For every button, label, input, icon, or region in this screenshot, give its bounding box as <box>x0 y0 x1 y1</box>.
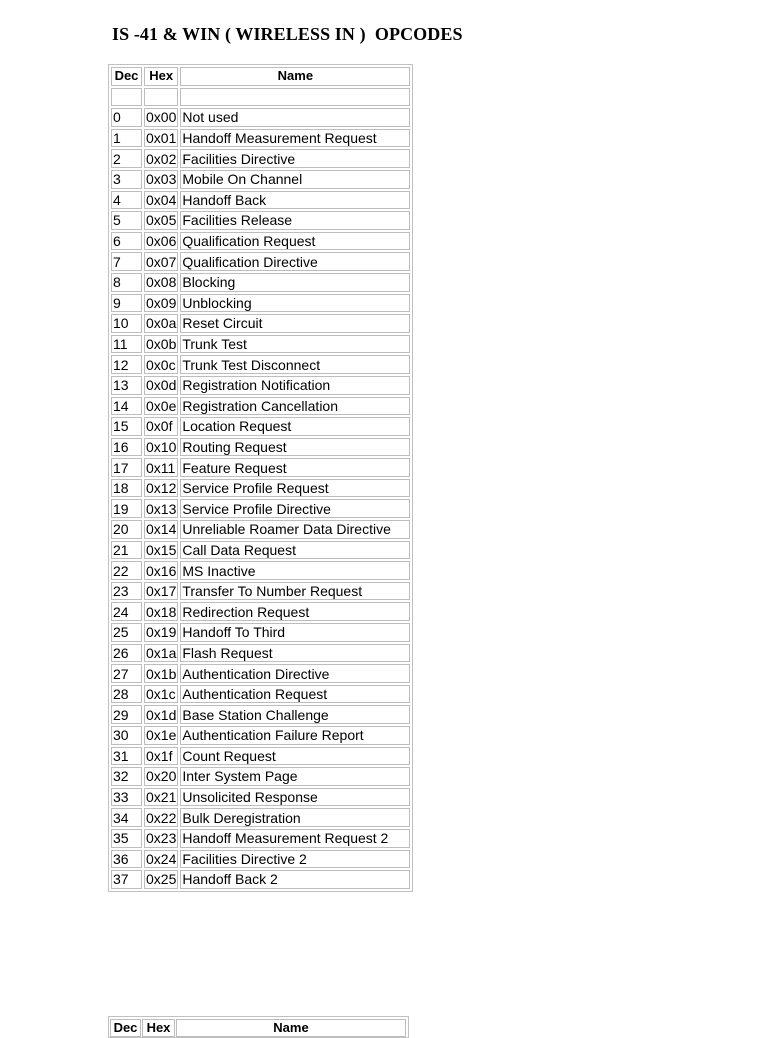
hex-cell: 0x13 <box>146 500 177 517</box>
next-table-partial <box>108 1016 409 1038</box>
hex-cell: 0x15 <box>146 541 177 558</box>
name-cell: Feature Request <box>180 458 410 477</box>
table-row <box>111 499 410 518</box>
table-row <box>111 335 410 354</box>
dec-cell: 21 <box>111 541 142 560</box>
hex-cell: 0x17 <box>146 583 177 600</box>
name-cell: Unreliable Roamer Data Directive <box>180 520 410 539</box>
name-cell: Unblocking <box>180 294 410 313</box>
name-cell: Authentication Failure Report <box>180 726 410 745</box>
name-cell: Handoff To Third <box>180 623 410 642</box>
dec-cell: 17 <box>111 458 142 477</box>
table-row <box>111 376 410 395</box>
name-cell: Reset Circuit <box>180 314 410 333</box>
table-row <box>111 561 410 580</box>
dec-cell: 32 <box>111 767 142 786</box>
hex-cell: 0x25 <box>146 871 177 888</box>
dec-cell: 20 <box>111 520 142 539</box>
dec-cell: 28 <box>111 685 142 704</box>
hex-cell: 0x09 <box>146 294 177 311</box>
name-cell: Transfer To Number Request <box>180 582 410 601</box>
table-row <box>111 129 410 148</box>
column-header-dec: Dec <box>111 67 142 86</box>
hex-cell: 0x0c <box>144 355 178 374</box>
table-row <box>111 149 410 168</box>
name-cell: Count Request <box>180 747 410 766</box>
column-header-name: Name <box>176 1019 406 1037</box>
dec-cell: 19 <box>111 499 142 518</box>
table-row <box>111 520 410 539</box>
hex-cell: 0x00 <box>146 109 177 126</box>
dec-cell: 2 <box>111 149 142 168</box>
name-cell: Unsolicited Response <box>180 788 410 807</box>
dec-cell: 6 <box>111 232 142 251</box>
table-row <box>111 582 410 601</box>
dec-cell: 11 <box>111 335 142 354</box>
hex-cell: 0x12 <box>146 480 177 497</box>
hex-cell: 0x01 <box>146 130 177 147</box>
table-row <box>111 870 410 889</box>
hex-cell: 0x24 <box>146 850 177 867</box>
name-cell: Authentication Request <box>180 685 410 704</box>
dec-cell: 16 <box>111 438 142 457</box>
table-row <box>111 88 410 107</box>
dec-cell: 3 <box>111 170 142 189</box>
page-title: IS -41 & WIN ( WIRELESS IN ) OPCODES <box>112 24 463 44</box>
hex-cell: 0x08 <box>146 274 177 291</box>
table-row <box>111 788 410 807</box>
hex-cell: 0x21 <box>146 789 177 806</box>
hex-cell: 0x02 <box>146 150 177 167</box>
dec-cell: 36 <box>111 850 142 869</box>
name-cell: Inter System Page <box>180 767 410 786</box>
table-row <box>111 685 410 704</box>
hex-cell: 0x10 <box>146 438 177 455</box>
table-row <box>111 211 410 230</box>
table-body <box>111 88 410 889</box>
dec-cell: 4 <box>111 191 142 210</box>
name-cell: Redirection Request <box>180 602 410 621</box>
name-cell: Trunk Test Disconnect <box>180 355 410 374</box>
hex-cell: 0x1a <box>146 644 177 661</box>
table-row <box>111 108 410 127</box>
name-cell: Registration Notification <box>180 376 410 395</box>
hex-cell: 0x04 <box>146 191 177 208</box>
hex-cell: 0x0a <box>146 315 177 332</box>
dec-cell: 1 <box>111 129 142 148</box>
dec-cell: 7 <box>111 252 142 271</box>
dec-cell: 37 <box>111 870 142 889</box>
dec-cell: 31 <box>111 747 142 766</box>
name-cell: Qualification Directive <box>180 252 410 271</box>
name-cell: Handoff Back 2 <box>180 870 410 889</box>
hex-cell: 0x0f <box>144 417 178 436</box>
name-cell <box>180 88 410 107</box>
name-cell: Facilities Release <box>180 211 410 230</box>
dec-cell: 18 <box>111 479 142 498</box>
dec-cell: 23 <box>111 582 142 601</box>
dec-cell: 13 <box>111 376 142 395</box>
hex-cell: 0x0d <box>146 377 177 394</box>
name-cell: Handoff Measurement Request 2 <box>180 829 410 848</box>
table-row <box>111 808 410 827</box>
dec-cell: 30 <box>111 726 142 745</box>
hex-cell: 0x19 <box>146 624 177 641</box>
name-cell: MS Inactive <box>180 561 410 580</box>
hex-cell: 0x06 <box>146 233 177 250</box>
name-cell: Registration Cancellation <box>180 397 410 416</box>
name-cell: Blocking <box>180 273 410 292</box>
name-cell: Trunk Test <box>180 335 410 354</box>
column-header-hex: Hex <box>142 1019 175 1037</box>
hex-cell: 0x18 <box>146 603 177 620</box>
name-cell: Not used <box>180 108 410 127</box>
table-row <box>111 458 410 477</box>
table-header-row <box>111 67 410 86</box>
hex-cell <box>144 88 178 107</box>
table-row <box>111 397 410 416</box>
opcode-table <box>108 64 413 892</box>
hex-cell: 0x22 <box>146 809 177 826</box>
name-cell: Location Request <box>180 417 410 436</box>
column-header-name: Name <box>180 67 410 86</box>
name-cell: Mobile On Channel <box>180 170 410 189</box>
table-row <box>111 314 410 333</box>
dec-cell: 10 <box>111 314 142 333</box>
hex-cell: 0x23 <box>146 830 177 847</box>
name-cell: Qualification Request <box>180 232 410 251</box>
name-cell: Facilities Directive 2 <box>180 850 410 869</box>
hex-cell: 0x1e <box>146 727 177 744</box>
dec-cell: 8 <box>111 273 142 292</box>
dec-cell: 25 <box>111 623 142 642</box>
table-row <box>111 170 410 189</box>
hex-cell: 0x16 <box>146 562 177 579</box>
dec-cell: 22 <box>111 561 142 580</box>
dec-cell: 34 <box>111 808 142 827</box>
table-row <box>111 829 410 848</box>
name-cell: Base Station Challenge <box>180 705 410 724</box>
dec-cell: 14 <box>111 397 142 416</box>
hex-cell: 0x0b <box>146 336 177 353</box>
name-cell: Bulk Deregistration <box>180 808 410 827</box>
dec-cell: 26 <box>111 644 142 663</box>
table-row <box>111 541 410 560</box>
column-header-hex: Hex <box>144 67 178 86</box>
table-row <box>111 850 410 869</box>
hex-cell: 0x20 <box>146 768 177 785</box>
dec-cell: 9 <box>111 294 142 313</box>
table-row <box>111 602 410 621</box>
dec-cell: 5 <box>111 211 142 230</box>
dec-cell: 33 <box>111 788 142 807</box>
name-cell: Call Data Request <box>180 541 410 560</box>
hex-cell: 0x0e <box>146 397 177 414</box>
table-row <box>111 294 410 313</box>
table-row <box>111 644 410 663</box>
table-row <box>111 479 410 498</box>
hex-cell: 0x03 <box>146 171 177 188</box>
name-cell: Flash Request <box>180 644 410 663</box>
table-row <box>111 417 410 436</box>
table-row <box>111 191 410 210</box>
table-row <box>111 252 410 271</box>
hex-cell: 0x11 <box>144 458 178 477</box>
table-row <box>111 767 410 786</box>
hex-cell: 0x1d <box>146 706 177 723</box>
column-header-dec: Dec <box>110 1019 141 1037</box>
table-row <box>111 355 410 374</box>
table-row <box>111 273 410 292</box>
dec-cell: 29 <box>111 705 142 724</box>
name-cell: Routing Request <box>180 438 410 457</box>
name-cell: Handoff Back <box>180 191 410 210</box>
dec-cell: 24 <box>111 602 142 621</box>
name-cell: Authentication Directive <box>180 664 410 683</box>
table-row <box>111 623 410 642</box>
dec-cell: 15 <box>111 417 142 436</box>
hex-cell: 0x14 <box>146 521 177 538</box>
dec-cell: 35 <box>111 829 142 848</box>
hex-cell: 0x1b <box>146 665 177 682</box>
table-row <box>111 232 410 251</box>
name-cell: Facilities Directive <box>180 149 410 168</box>
table-row <box>111 726 410 745</box>
hex-cell: 0x1f <box>144 747 178 766</box>
dec-cell <box>111 88 142 107</box>
table-row <box>111 705 410 724</box>
name-cell: Handoff Measurement Request <box>180 129 410 148</box>
table-row <box>111 664 410 683</box>
hex-cell: 0x07 <box>146 253 177 270</box>
name-cell: Service Profile Directive <box>180 499 410 518</box>
dec-cell: 0 <box>111 108 142 127</box>
dec-cell: 27 <box>111 664 142 683</box>
table-row <box>111 438 410 457</box>
name-cell: Service Profile Request <box>180 479 410 498</box>
dec-cell: 12 <box>111 355 142 374</box>
hex-cell: 0x05 <box>146 212 177 229</box>
hex-cell: 0x1c <box>144 685 178 704</box>
table-row <box>111 747 410 766</box>
